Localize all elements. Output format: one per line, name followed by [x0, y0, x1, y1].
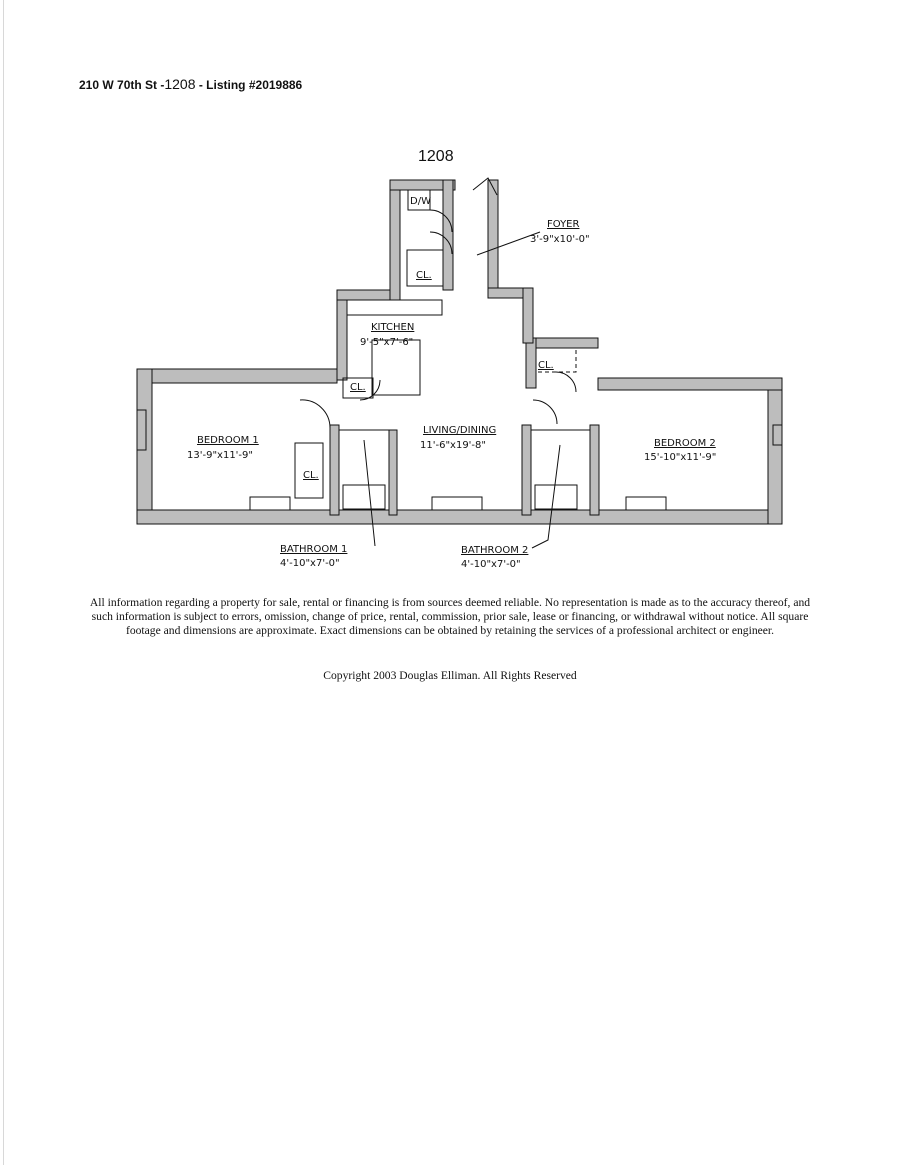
wall-bedroom1-top: [137, 369, 337, 383]
address-text: 210 W 70th St -: [79, 78, 165, 92]
wall-living-right-upper: [523, 288, 533, 343]
radiator-living: [432, 497, 482, 510]
wall-closet-left: [526, 338, 536, 388]
wall-bottom: [137, 510, 782, 524]
door-swing-closet: [556, 372, 576, 392]
wall-bath2-right: [590, 425, 599, 515]
wall-closet-top: [526, 338, 598, 348]
foyer-closet-label: CL.: [416, 270, 432, 281]
bedroom2-closet-label: CL.: [538, 360, 554, 371]
listing-text: - Listing #2019886: [195, 78, 303, 92]
bedroom2-name: BEDROOM 2: [654, 438, 716, 449]
foyer-name: FOYER: [547, 219, 580, 230]
foyer-dims: 3'-9"x10'-0": [530, 234, 590, 245]
wall-foyer-right: [488, 180, 498, 295]
radiator-bedroom2: [626, 497, 666, 510]
wall-foyer-left: [390, 180, 400, 300]
wall-kitchen-left: [337, 290, 347, 380]
radiator-bedroom1: [250, 497, 290, 510]
kitchen-dims: 9'-5"x7'-6": [360, 337, 414, 348]
bath1-tub: [343, 485, 385, 509]
wall-bath1-left: [330, 425, 339, 515]
wall-foyer-closets: [443, 180, 453, 290]
kitchen-closet-label: CL.: [350, 382, 366, 393]
disclaimer-text: All information regarding a property for sale, rental or financing is from sources deemed reliable. No representation is made as to the accuracy thereof, and such information is subject to errors, omission, change of price, rental, commission, prior sale, lease or financing, or withdrawal without notice. All square footage and dimensions are approximate. Exact dimensions can be obtained by retaining the services of a professional architect or engineer.: [89, 596, 811, 637]
wall-bedroom2-top: [598, 378, 782, 390]
plan-unit-number: 1208: [418, 148, 454, 165]
door-swing-bedroom2: [533, 400, 557, 424]
bath2-room: [531, 430, 590, 510]
bedroom2-dims: 15'-10"x11'-9": [644, 452, 717, 463]
unit-text: 1208: [164, 76, 196, 92]
living-dining-dims: 11'-6"x19'-8": [420, 440, 487, 451]
bedroom1-closet-label: CL.: [303, 470, 319, 481]
bedroom1-dims: 13'-9"x11'-9": [187, 450, 254, 461]
bath2-tub: [535, 485, 577, 509]
dw-label: D/W: [410, 196, 431, 207]
wall-bedroom1-left: [137, 369, 152, 524]
bathroom2-name: BATHROOM 2: [461, 545, 529, 556]
wall-kitchen-top: [337, 290, 397, 300]
living-dining-name: LIVING/DINING: [423, 425, 497, 436]
bathroom1-dims: 4'-10"x7'-0": [280, 558, 340, 569]
wall-bath2-left: [522, 425, 531, 515]
bedroom1-name: BEDROOM 1: [197, 435, 259, 446]
leader-bath1: [364, 440, 375, 546]
kitchen-counter: [347, 300, 442, 315]
copyright-text: Copyright 2003 Douglas Elliman. All Rights Reserved: [323, 669, 577, 682]
wall-bath1-right: [389, 430, 397, 515]
leader-bath2: [532, 445, 560, 548]
door-swing-bedroom1: [300, 400, 330, 428]
bathroom1-name: BATHROOM 1: [280, 544, 348, 555]
bathroom2-dims: 4'-10"x7'-0": [461, 559, 521, 570]
wall-bedroom2-right: [768, 378, 782, 524]
kitchen-name: KITCHEN: [371, 322, 415, 333]
